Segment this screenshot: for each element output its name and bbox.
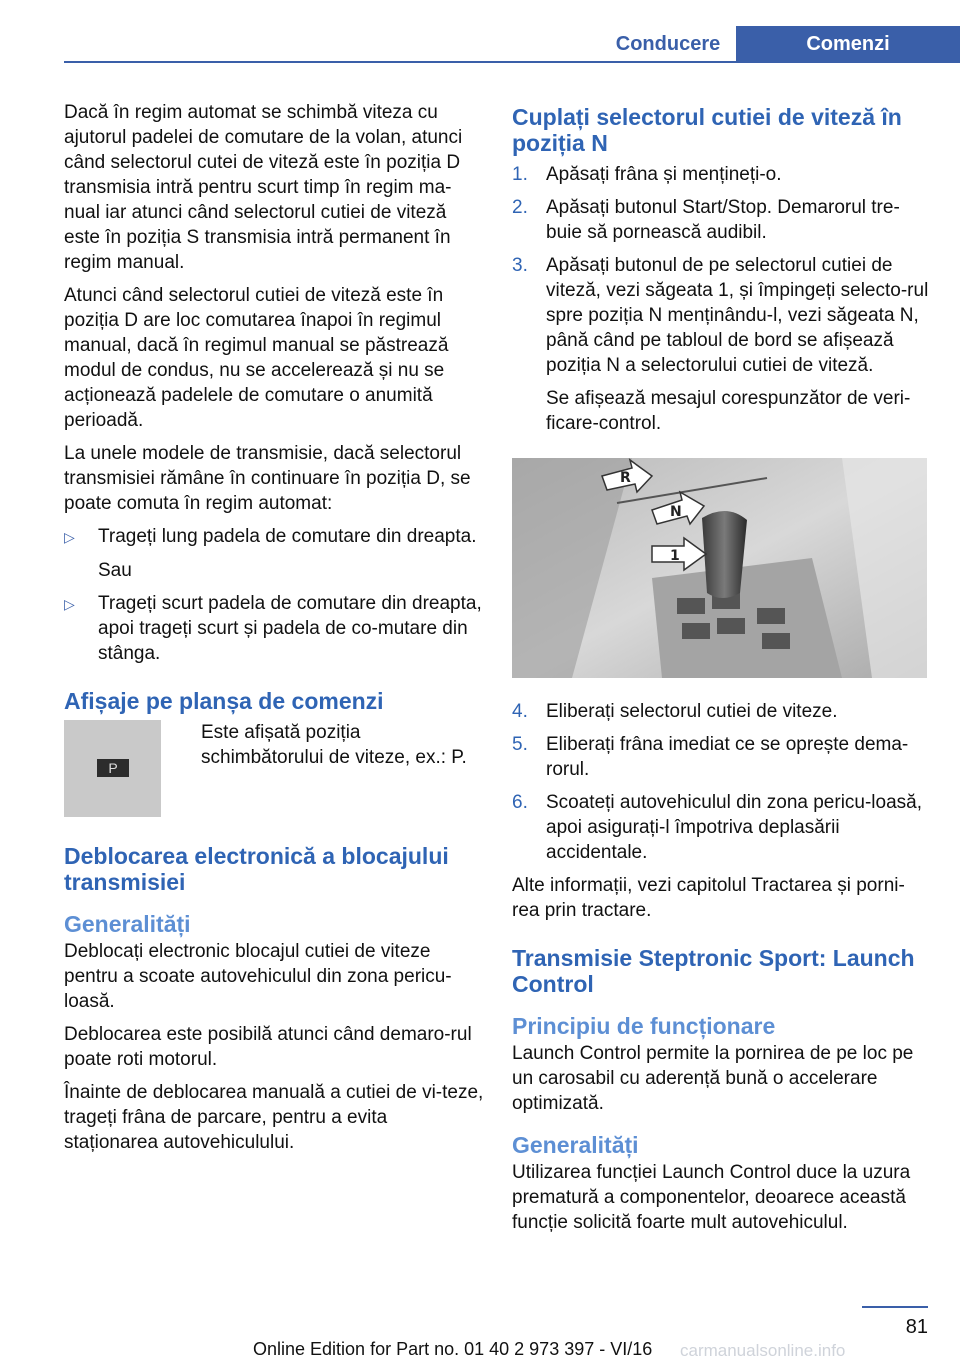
list-item-text: Trageți lung padela de comutare din dreapta. <box>98 526 477 547</box>
step-item <box>512 732 932 782</box>
subheading-generalitati: Generalități <box>512 1132 639 1158</box>
step-text: Scoateți autovehiculul din zona pericu‐loasă, apoi asigurați-l împotriva deplasării accidentale. <box>546 792 923 863</box>
step-item <box>512 162 932 187</box>
tab-conducere[interactable]: Conducere <box>615 32 721 55</box>
section-heading-launch: Transmisie Steptronic Sport: Launch Control <box>512 945 915 997</box>
section-heading-display: Afișaje pe planșa de comenzi <box>64 688 384 714</box>
paragraph: Utilizarea funcției Launch Control duce la uzura prematură a componentelor, deoarece această funcție solicită foarte mult autovehiculul. <box>512 1162 911 1233</box>
list-item-or: Sau <box>98 560 132 581</box>
list-item <box>64 591 484 666</box>
step-item <box>512 699 932 724</box>
step-number: 3. <box>512 255 528 276</box>
step-number: 4. <box>512 701 528 722</box>
step-item <box>512 253 932 378</box>
step-number: 5. <box>512 734 528 755</box>
paragraph: Deblocați electronic blocajul cutiei de viteze pentru a scoate autovehiculul din zona pericu‐loasă. <box>64 941 452 1012</box>
subheading-generalitati: Generalități <box>64 911 191 937</box>
paragraph: Deblocarea este posibilă atunci când demaro‐rul poate roti motorul. <box>64 1024 472 1070</box>
step-text: Apăsați frâna și mențineți-o. <box>546 164 782 185</box>
paragraph: Alte informații, vezi capitolul Tractarea și porni‐rea prin tractare. <box>512 875 905 921</box>
header-rule <box>64 61 960 63</box>
subheading-principiu: Principiu de funcționare <box>512 1013 776 1039</box>
arrow-right-icon: ▷ <box>64 529 75 545</box>
section-heading-deblocare: Deblocarea electronică a blocajului transmisiei <box>64 843 449 895</box>
step-text: Eliberați frâna imediat ce se oprește dema‐rorul. <box>546 734 909 780</box>
display-row <box>64 720 484 817</box>
right-column <box>512 100 932 1243</box>
paragraph: Înainte de deblocarea manuală a cutiei de vi‐teze, trageți frâna de parcare, pentru a evita staționarea autovehiculului. <box>64 1082 484 1153</box>
step-text: Eliberați selectorul cutiei de viteze. <box>546 701 838 722</box>
edition-footer: Online Edition for Part no. 01 40 2 973 397 - VI/16 <box>253 1339 653 1359</box>
gear-selector-photo <box>512 458 927 678</box>
watermark: carmanualsonline.info <box>680 1341 846 1360</box>
gear-position-p-icon: P <box>97 759 129 777</box>
step-text: Apăsați butonul de pe selectorul cutiei de viteză, vezi săgeata 1, și împingeți selecto‐rul spre poziția N menținându-l, vezi săgeata N, până când pe tabloul de bord se afișează poziția N a selectorului cutiei de viteză. <box>546 255 929 376</box>
display-description: Este afișată poziția schimbătorului de viteze, ex.: P. <box>201 722 467 768</box>
paragraph: Atunci când selectorul cutiei de viteză este în poziția D are loc comutarea înapoi în regimul manual, dacă în regimul manual se păstrează modul de condus, nu se accelerează și nu se acționează padelele de comutare o anumită perioadă. <box>64 285 449 431</box>
paragraph: Launch Control permite la pornirea de pe loc pe un carosabil cu aderență bună o accelerare optimizată. <box>512 1043 914 1114</box>
list-item <box>64 524 484 550</box>
svg-text:1: 1 <box>670 548 680 564</box>
step-item <box>512 195 932 245</box>
section-heading-cuplati: Cuplați selectorul cutiei de viteză în poziția N <box>512 104 902 156</box>
left-column <box>64 100 484 1163</box>
list-item-text: Trageți scurt padela de comutare din dreapta, apoi trageți scurt și padela de co‐mutare din stânga. <box>98 593 482 664</box>
footer-rule <box>862 1306 928 1308</box>
svg-text:N: N <box>670 504 682 520</box>
svg-text:R: R <box>620 470 631 486</box>
step-number: 6. <box>512 792 528 813</box>
tab-comenzi[interactable]: Comenzi <box>736 26 960 62</box>
paragraph: Dacă în regim automat se schimbă viteza cu ajutorul padelei de comutare de la volan, atunci când selectorul cutei de viteză este în poziția D transmisia intră pentru scurt timp în regim ma‐nual iar atunci când selectorul cutiei de viteză este în poziția S transmisia intră permanent în regim manual. <box>64 102 463 273</box>
paragraph: La unele modele de transmisie, dacă selectorul transmisiei rămâne în continuare în poziția D, se poate comuta în regim automat: <box>64 443 471 514</box>
step-number: 2. <box>512 197 528 218</box>
step-note: Se afișează mesajul corespunzător de veri‐ficare-control. <box>546 388 911 434</box>
step-item <box>512 790 932 865</box>
step-text: Apăsați butonul Start/Stop. Demarorul tre‐buie să pornească audibil. <box>546 197 900 243</box>
arrow-right-icon: ▷ <box>64 596 75 612</box>
gear-display-image <box>64 720 161 817</box>
page-number: 81 <box>905 1316 928 1338</box>
step-number: 1. <box>512 164 528 185</box>
